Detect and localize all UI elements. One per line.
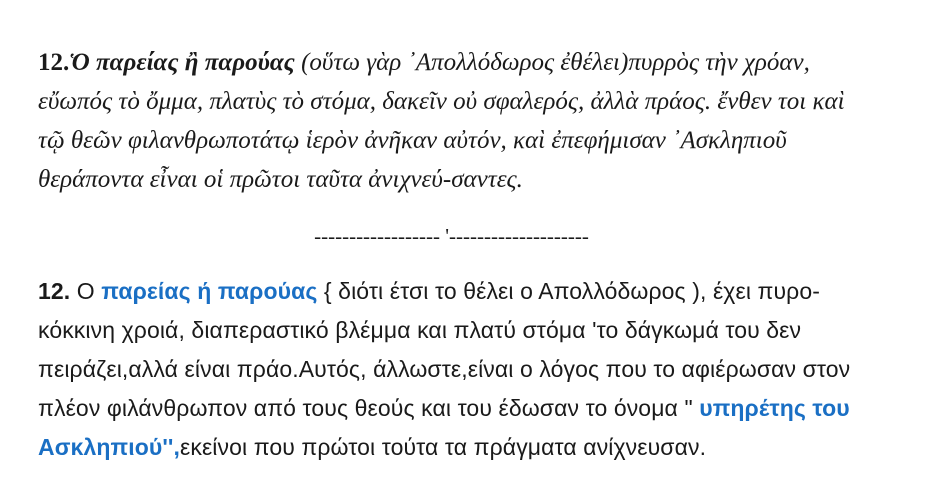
ancient-body-text: (οὕτω γὰρ ᾿Απολλόδωρος ἐθέλει)πυρρὸς τὴν χρόαν, εὔωπός τὸ ὄμμα, πλατὺς τὸ στόμα, δακεῖν οὐ σφαλερός, ἀλλὰ πράος. ἔνθεν τοι καὶ τῷ θεῶν φιλανθρωποτάτῳ ἱερὸν ἀνῆκαν αὐτόν, καὶ ἐπεφήμισαν ᾿Ασκληπιοῦ θεράποντα εἶναι οἱ πρῶτοι ταῦτα ἀνιχνεύ-σαντες. [38,49,845,193]
entry-number-modern: 12. [38,278,71,304]
modern-greek-paragraph [38,272,865,467]
section-divider: ------------------ '-------------------- [314,224,589,248]
modern-body-text-tail: εκείνοι που πρώτοι τούτα τα πράγματα ανίχνευσαν. [179,434,707,460]
ancient-greek-paragraph [38,43,865,199]
entry-number-ancient: 12. [38,49,70,76]
modern-body-text: { διότι έτσι το θέλει ο Απολλόδωρος ), έχει πυρο-κόκκινη χροιά, διαπεραστικό βλέμμα και πλατύ στόμα 'το δάγκωμά του δεν πειράζει,αλλά είναι πράο.Αυτός, άλλωστε,είναι ο λόγος που το αφιέρωσαν στον πλέον φιλάνθρωπον από τους θεούς και του έδωσαν το όνομα " [38,278,851,421]
modern-prefix-text: Ο [70,278,102,304]
highlighted-epithet: υπηρέτης του Ασκληπιού'', [38,395,850,460]
lemma-ancient: Ὁ παρείας ἢ παρούας [69,49,295,76]
lemma-modern: παρείας ή παρούας [101,278,318,304]
